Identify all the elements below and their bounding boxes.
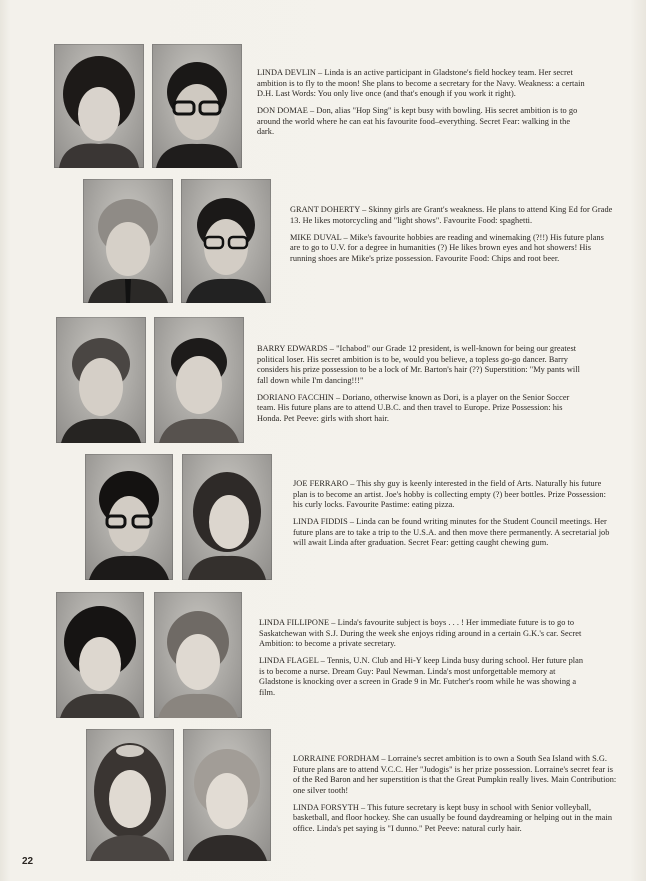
student-name: LORRAINE FORDHAM [293, 754, 380, 763]
student-blurb-group-3 [257, 344, 587, 431]
student-name: GRANT DOHERTY [290, 205, 360, 214]
student-entry [290, 233, 616, 265]
portrait-photo-linda-devlin [54, 44, 144, 168]
portrait-photo-linda-forsyth [183, 729, 271, 861]
portrait-photo-linda-flagel [154, 592, 242, 718]
portrait-photo-don-domae [152, 44, 242, 168]
page-number: 22 [22, 856, 34, 867]
student-name: JOE FERRARO [293, 479, 349, 488]
student-name: DON DOMAE [257, 106, 308, 116]
student-entry [293, 517, 617, 549]
student-blurb-group-4 [293, 479, 617, 556]
student-name: LINDA FILLIPONE [259, 618, 330, 627]
student-description: – Doriano, otherwise known as Dori, is a player on the Senior Soccer team. His future plans are to attend U.B.C. and then travel to Europe. Prize Possession: his Honda. Pet Peeve: girls with short hair. [257, 392, 570, 424]
student-entry [257, 68, 587, 100]
student-name: MIKE DUVAL [290, 232, 342, 242]
student-name: LINDA FORSYTH [293, 802, 359, 812]
student-name: LINDA DEVLIN [257, 68, 316, 77]
portrait-photo-grant-doherty [83, 179, 173, 303]
student-description: – Lorraine's secret ambition is to own a South Sea Island with S.G. Future plans are to attend V.C.C. Her "Judogis" is her prize possession. Lorraine's secret fear is of the Red Baron and her superstition is that the Great Pumpkin really lives. Main Contribution: one silver tooth! [293, 754, 617, 795]
student-name: DORIANO FACCHIN [257, 392, 334, 402]
student-entry [259, 618, 589, 650]
portrait-photo-lorraine-fordham [86, 729, 174, 861]
student-entry [257, 393, 587, 425]
student-description: – This shy guy is keenly interested in the field of Arts. Naturally his future plan is to become an artist. Joe's hobby is collecting empty (?) beer bottles. Prize Possession: his curly locks. Favourite Pastime: eating pizza. [293, 479, 606, 510]
portrait-photo-barry-edwards [56, 317, 146, 443]
student-description: – Linda's favourite subject is boys . . . ! Her immediate future is to go to Saskatchewan with S.J. During the week she enjoys riding around in a certain G.K.'s car. Secret Ambition: to become a private secretary. [259, 618, 582, 649]
student-entry [293, 479, 617, 511]
student-description: – This future secretary is kept busy in school with Senior volleyball, basketball, and floor hockey. She can usually be found daydreaming or helping out in the main office. Linda's pet saying is "I dunno." Pet Peeve: natural curly hair. [293, 802, 613, 834]
student-blurb-group-2 [290, 205, 616, 271]
portrait-photo-linda-fillipone [56, 592, 144, 718]
student-blurb-group-1 [257, 68, 587, 145]
portrait-photo-mike-duval [181, 179, 271, 303]
student-blurb-group-5 [259, 618, 589, 705]
student-name: LINDA FIDDIS [293, 517, 348, 527]
portrait-photo-doriano-facchin [154, 317, 244, 443]
student-description: – Tennis, U.N. Club and Hi-Y keep Linda busy during school. Her future plan is to become a nurse. Dream Guy: Paul Newman. Linda's most unforgettable memory at Gladstone is knocking over a screen in Grade 9 in Mr. Futcher's room while he was showing a film. [259, 656, 584, 698]
student-entry [257, 106, 587, 138]
student-entry [293, 803, 617, 835]
student-description: – "Ichabod" our Grade 12 president, is well-known for being our greatest political loser. His secret ambition is to be, would you believe, a topless go-go dancer. Barry considers his prize possession to be a lock of Mr. Barton's hair (??) Superstition: "My pants will fall down while I'm dancing!!!" [257, 344, 580, 385]
student-blurb-group-6 [293, 754, 617, 841]
student-description: – Linda is an active participant in Gladstone's field hockey team. Her secret ambition is to fly to the moon! She plans to become a secretary for the Navy. Weakness: a certain D.H. Last Words: You only live once (and that's enough if you work it right). [257, 68, 585, 99]
portrait-photo-joe-ferraro [85, 454, 173, 580]
student-description: – Don, alias "Hop Sing" is kept busy with bowling. His secret ambition is to go around the world where he can eat his favourite food–everything. Secret Fear: walking in the dark. [257, 106, 578, 137]
student-name: BARRY EDWARDS [257, 344, 328, 353]
student-name: LINDA FLAGEL [259, 656, 319, 666]
portrait-photo-linda-fiddis [182, 454, 272, 580]
student-entry [259, 656, 589, 698]
student-entry [290, 205, 616, 226]
student-entry [293, 754, 617, 796]
student-description: – Mike's favourite hobbies are reading and winemaking (?!!) His future plans are to go to U.V. for a degree in humanities (?) He likes brown eyes and hot showers! His running shoes are Mike's prize possession. Favourite Food: Chips and root beer. [290, 232, 604, 263]
student-description: – Linda can be found writing minutes for the Student Council meetings. Her future plans are to take a trip to the U.S.A. and then move there permanently. A secretarial job will await Linda after graduation. Secret Fear: getting caught chewing gum. [293, 517, 610, 548]
student-description: – Skinny girls are Grant's weakness. He plans to attend King Ed for Grade 13. He likes motorcycling and "light shows". Favourite Food: spaghetti. [290, 205, 613, 225]
student-entry [257, 344, 587, 386]
